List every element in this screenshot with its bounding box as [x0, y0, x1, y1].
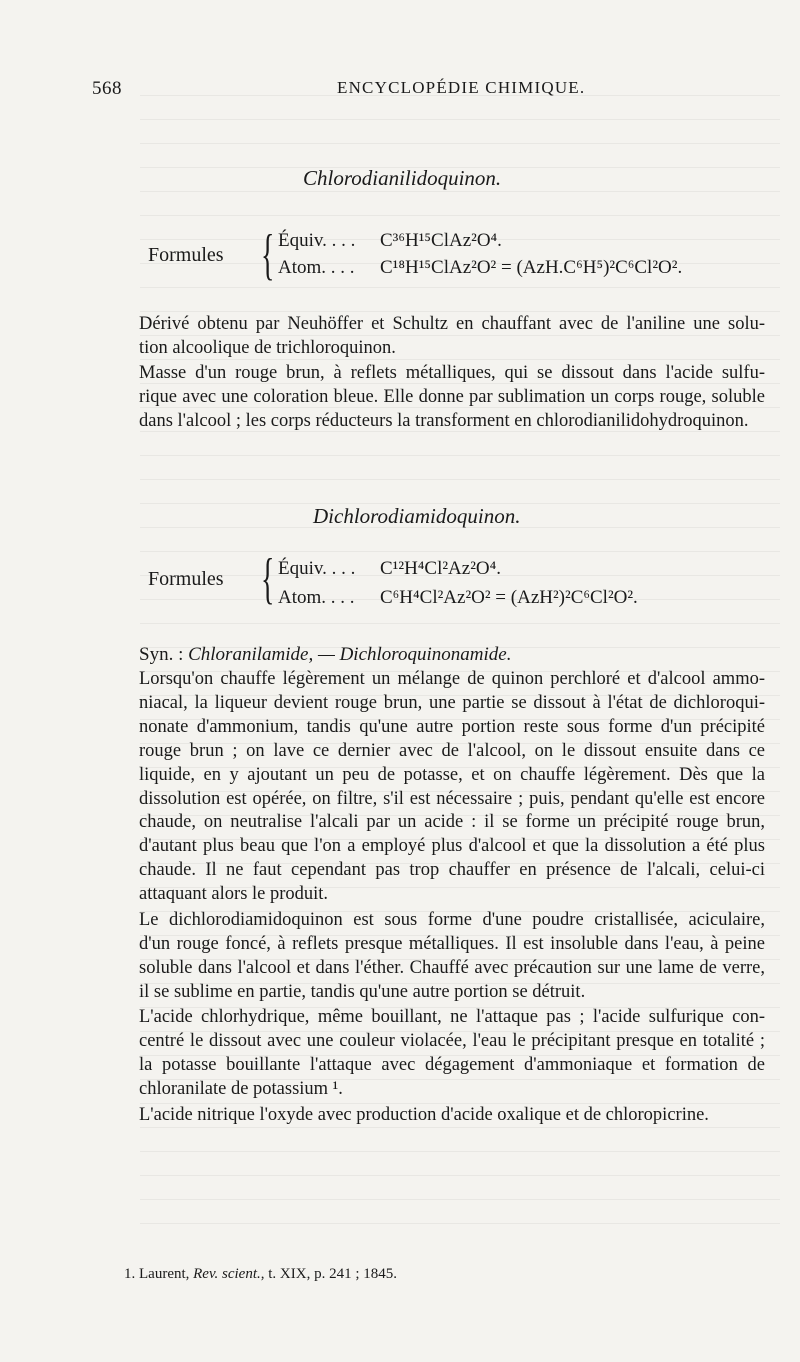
brace-glyph: {	[261, 224, 275, 286]
footnote-journal: Rev. scient.	[193, 1266, 261, 1282]
paragraph-properties	[117, 909, 765, 1005]
text-line: Lorsqu'on chauffe légèrement un mélange de quinon perchloré et d'alcool ammo-	[139, 669, 765, 689]
formula-equiv-key: Équiv. . . .	[278, 558, 356, 579]
page-number: 568	[92, 78, 122, 99]
formula-equiv-value: C³⁶H¹⁵ClAz²O⁴.	[380, 230, 502, 251]
text-line: L'acide nitrique l'oxyde avec production d'acide oxalique et de chloropicrine.	[139, 1105, 709, 1125]
text-line: chaude, on neutralise l'alcali par un acide : il se forme un précipité rouge brun,	[139, 812, 765, 833]
text-line: liquide, en y ajoutant un peu de potasse, et on chauffe légèrement. Dès que la	[139, 764, 765, 785]
footnote-number: 1.	[124, 1266, 136, 1282]
text-line: Masse d'un rouge brun, à reflets métalliques, qui se dissout dans l'acide sulfu-	[139, 363, 765, 383]
formula-atom-key: Atom. . . .	[278, 587, 355, 608]
footnote-author: Laurent,	[135, 1266, 194, 1282]
text-line: dans l'alcool ; les corps réducteurs la transforment en chlorodianilidohydroquinon.	[139, 410, 749, 431]
syn-prefix: Syn. :	[139, 644, 189, 665]
paragraph-derive	[117, 313, 765, 361]
text-line: Le dichlorodiamidoquinon est sous forme d'une poudre cristallisée, aciculaire,	[139, 910, 765, 930]
text-line: Dérivé obtenu par Neuhöffer et Schultz en chauffant avec de l'aniline une solu-	[139, 314, 765, 334]
text-line: rouge brun ; on lave ce dernier avec de l'alcool, on le dissout ensuite dans ce	[139, 740, 765, 761]
text-line: L'acide chlorhydrique, même bouillant, ne l'attaque pas ; l'acide sulfurique con-	[139, 1007, 765, 1027]
formula-block-2	[148, 548, 768, 612]
formula-equiv-row	[278, 558, 501, 580]
formula-atom-value: C⁶H⁴Cl²Az²O² = (AzH²)²C⁶Cl²O².	[380, 587, 638, 608]
formules-label: Formules	[148, 568, 224, 590]
text-line: la potasse bouillante l'attaque avec dégagement d'ammoniaque et formation de	[139, 1054, 765, 1075]
paragraph-masse	[117, 362, 765, 434]
formula-atom-row	[278, 587, 638, 609]
text-line: attaquant alors le produit.	[139, 884, 329, 905]
text-line: rique avec une coloration bleue. Elle donne par sublimation un corps rouge, soluble	[139, 386, 765, 407]
footnote-reference: , t. XIX, p. 241 ; 1845.	[260, 1266, 397, 1282]
formula-atom-value: C¹⁸H¹⁵ClAz²O² = (AzH.C⁶H⁵)²C⁶Cl²O².	[380, 257, 683, 278]
paragraph-nitric	[117, 1104, 765, 1128]
text-line: chaude. Il ne faut cependant pas trop chauffer en présence de l'alcali, celui-ci	[139, 860, 765, 881]
paragraph-preparation	[117, 668, 765, 907]
text-line: centré le dissout avec une couleur violacée, l'eau le précipitant presque en totalité ;	[139, 1030, 765, 1051]
text-line: d'un rouge foncé, à reflets presque métalliques. Il est insoluble dans l'eau, à peine	[139, 933, 765, 954]
text-line: nonate d'ammonium, tandis qu'une autre portion reste sous forme d'un précipité	[139, 716, 765, 737]
text-line: d'autant plus beau que l'on a employé plus d'alcool et que la dissolution a été plus	[139, 836, 765, 857]
page-header	[92, 78, 742, 102]
section-title-dichlorodiamidoquinon: Dichlorodiamidoquinon.	[313, 504, 521, 528]
text-line: tion alcoolique de trichloroquinon.	[139, 337, 396, 358]
formula-atom-row	[278, 257, 682, 279]
text-line: il se sublime en partie, tandis qu'une autre portion se détruit.	[139, 981, 586, 1002]
formula-equiv-key: Équiv. . . .	[278, 230, 356, 251]
brace-glyph: {	[261, 548, 275, 610]
formula-block-1	[148, 224, 768, 288]
text-line: niacal, la liqueur devient rouge brun, une partie se dissout à l'état de dichloroqui-	[139, 692, 765, 713]
formula-equiv-row	[278, 230, 502, 252]
paragraph-reactions	[117, 1006, 765, 1102]
syn-names: Chloranilamide, — Dichloroquinonamide.	[188, 644, 512, 665]
running-title: ENCYCLOPÉDIE CHIMIQUE.	[337, 78, 586, 97]
synonyms-line	[139, 644, 511, 666]
section-title-chlorodianilidoquinon: Chlorodianilidoquinon.	[303, 166, 502, 190]
text-line: dissolution est opérée, on filtre, s'il est nécessaire ; puis, pendant qu'elle est encore	[139, 788, 765, 809]
formula-equiv-value: C¹²H⁴Cl²Az²O⁴.	[380, 558, 502, 579]
formules-label: Formules	[148, 244, 224, 266]
text-line: chloranilate de potassium ¹.	[139, 1078, 343, 1099]
text-line: soluble dans l'alcool et dans l'éther. Chauffé avec précaution sur une lame de verre,	[139, 957, 765, 978]
footnote	[124, 1266, 397, 1283]
formula-atom-key: Atom. . . .	[278, 257, 355, 278]
